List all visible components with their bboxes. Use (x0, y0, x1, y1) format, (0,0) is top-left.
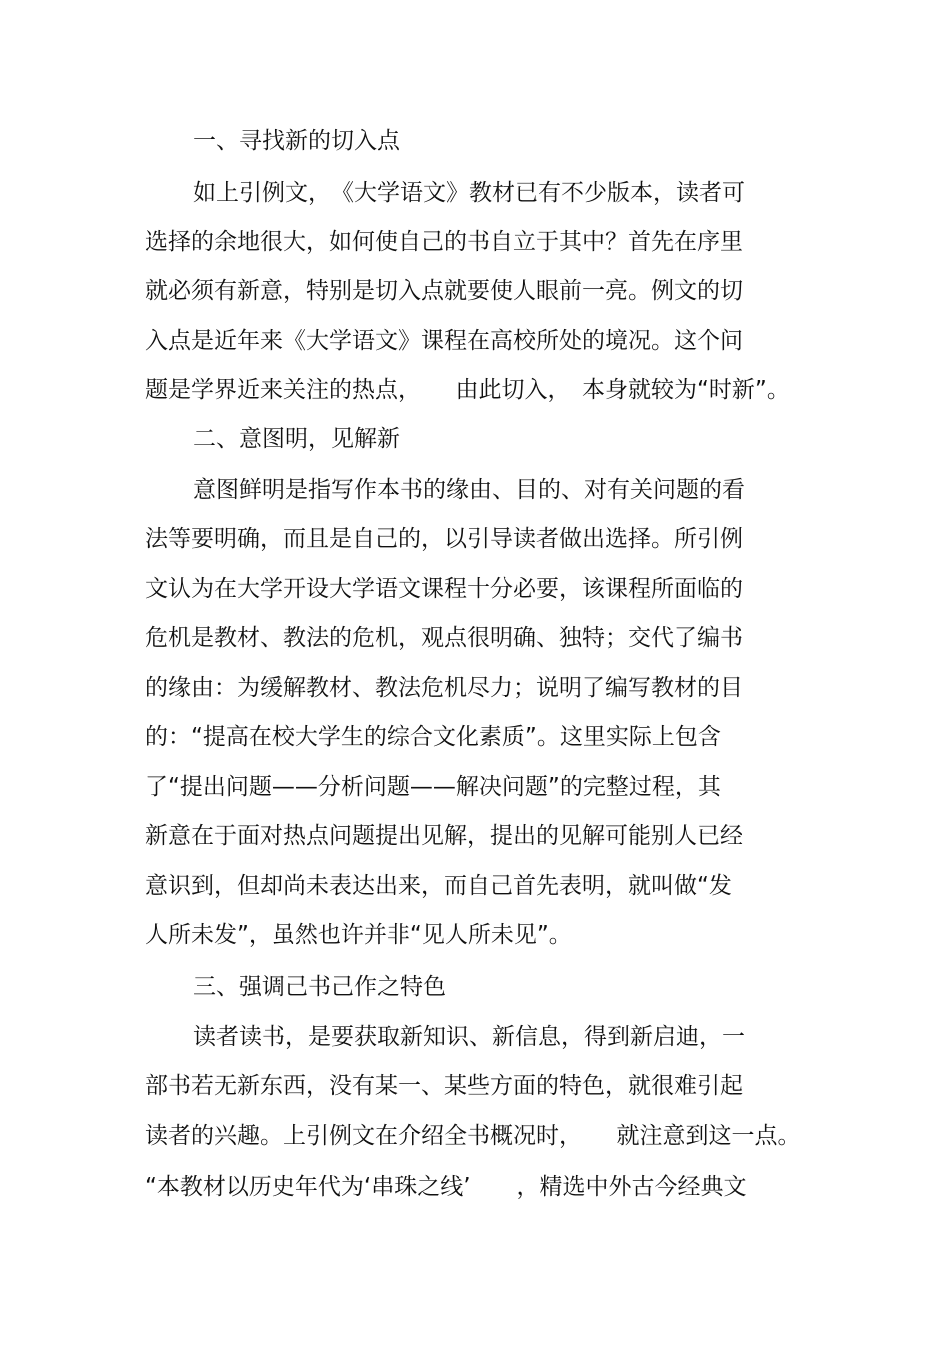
paragraph-line: 读者读书，是要获取新知识、新信息，得到新启迪，一 (193, 1024, 745, 1050)
paragraph-line: 了“提出问题——分析问题——解决问题”的完整过程，其 (145, 774, 721, 800)
paragraph-line: 读者的兴趣。上引例文在介绍全书概况时， 就注意到这一点。 (145, 1123, 801, 1149)
paragraph-line: 的缘由：为缓解教材、教法危机尽力；说明了编写教材的目 (145, 675, 743, 701)
paragraph-line: 题是学界近来关注的热点， 由此切入， 本身就较为“时新”。 (145, 377, 790, 403)
paragraph-line: 的：“提高在校大学生的综合文化素质”。这里实际上包含 (145, 724, 721, 750)
paragraph-line: 法等要明确，而且是自己的，以引导读者做出选择。所引例 (145, 526, 743, 552)
paragraph-line: 部书若无新东西，没有某一、某些方面的特色，就很难引起 (145, 1073, 743, 1099)
paragraph-line: 如上引例文， 《大学语文》教材已有不少版本，读者可 (193, 180, 745, 206)
heading-1: 一、寻找新的切入点 (193, 128, 400, 154)
paragraph-line: 人所未发”，虽然也许并非“见人所未见”。 (145, 922, 572, 948)
paragraph-line: 就必须有新意，特别是切入点就要使人眼前一亮。例文的切 (145, 278, 743, 304)
paragraph-line: 意图鲜明是指写作本书的缘由、目的、对有关问题的看 (193, 477, 745, 503)
paragraph-line: 危机是教材、教法的危机，观点很明确、独特；交代了编书 (145, 625, 743, 651)
paragraph-line: 新意在于面对热点问题提出见解，提出的见解可能别人已经 (145, 823, 743, 849)
paragraph-line: 文认为在大学开设大学语文课程十分必要，该课程所面临的 (145, 576, 743, 602)
paragraph-line: 入点是近年来《大学语文》课程在高校所处的境况。这个问 (145, 328, 743, 354)
paragraph-line: 意识到，但却尚未表达出来，而自己首先表明，就叫做“发 (145, 873, 732, 899)
paragraph-line: 选择的余地很大，如何使自己的书自立于其中？首先在序里 (145, 229, 743, 255)
heading-3: 三、强调己书己作之特色 (193, 974, 446, 1000)
paragraph-line: “本教材以历史年代为‘串珠之线’ ，精选中外古今经典文 (145, 1174, 747, 1200)
heading-2: 二、意图明，见解新 (193, 426, 400, 452)
